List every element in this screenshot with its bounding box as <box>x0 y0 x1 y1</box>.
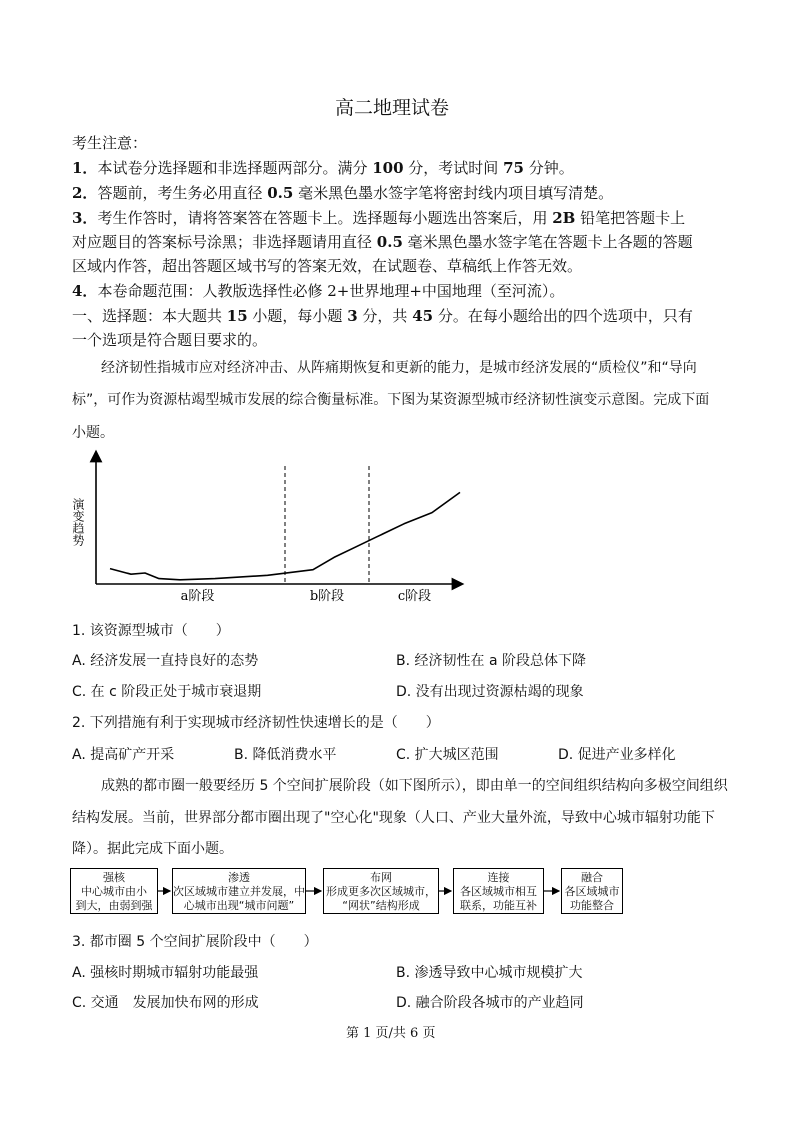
q1-option-a[interactable]: A. 经济发展一直持良好的态势 <box>72 653 259 669</box>
passage-1-line-2: 标”，可作为资源枯竭型城市发展的综合衡量标准。下图为某资源型城市经济韧性演变示意图。完成下面 <box>72 392 710 408</box>
passage-1-line-3: 小题。 <box>72 425 114 441</box>
section-bold: 45 <box>412 307 434 325</box>
notice-bold: 0.5 <box>376 233 403 251</box>
passage-2-line-2: 结构发展。当前，世界部分都市圈出现了"空心化"现象（人口、产业大量外流，导致中心城市辐射功能下 <box>72 810 715 826</box>
q3-option-a[interactable]: A. 强核时期城市辐射功能最强 <box>72 965 259 981</box>
flow-step-text: 各区域城市 <box>564 885 620 898</box>
notice-text: 毫米黑色墨水签字笔将密封线内项目填写清楚。 <box>293 184 614 202</box>
notice-text: 铅笔把答题卡上 <box>575 209 686 227</box>
q3-stem: 3. 都市圈 5 个空间扩展阶段中（ ） <box>72 934 318 950</box>
section-bold: 3 <box>347 307 358 325</box>
flow-step-text: 联系，功能互补 <box>460 899 537 912</box>
flow-step-2 <box>172 868 306 914</box>
q1-option-c[interactable]: C. 在 c 阶段正处于城市衰退期 <box>72 684 262 700</box>
notice-bold: 100 <box>372 159 404 177</box>
q2-option-c[interactable]: C. 扩大城区范围 <box>396 747 499 763</box>
notice-text: 本试卷分选择题和非选择题两部分。满分 <box>97 159 373 177</box>
notice-text: 分，考试时间 <box>403 159 504 177</box>
section-text: 分，共 <box>357 307 413 325</box>
notice-bold: 2B <box>552 209 576 227</box>
passage-2-line-3: 降）。据此完成下面小题。 <box>72 841 233 857</box>
flow-step-title: 强核 <box>103 871 125 884</box>
q3-option-c[interactable]: C. 交通 发展加快布网的形成 <box>72 995 259 1011</box>
notice-bold: 75 <box>503 159 524 177</box>
flow-step-3 <box>323 868 439 914</box>
flow-step-text: 功能整合 <box>570 899 614 912</box>
section-heading-line2: 一个选项是符合题目要求的。 <box>72 331 268 349</box>
page-title: 高二地理试卷 <box>335 97 450 119</box>
notice-num: 2． <box>72 184 98 202</box>
q2-stem: 2. 下列措施有利于实现城市经济韧性快速增长的是（ ） <box>72 715 440 731</box>
y-axis-label: 演变趋势 <box>71 498 85 546</box>
x-tick-label: b阶段 <box>309 589 345 604</box>
q1-option-b[interactable]: B. 经济韧性在 a 阶段总体下降 <box>396 653 586 669</box>
flow-step-1 <box>70 868 158 914</box>
notice-num: 1． <box>72 159 98 177</box>
flow-step-text: 心城市出现“城市问题” <box>183 899 295 912</box>
notice-item-3-line3: 区域内作答，超出答题区域书写的答案无效，在试题卷、草稿纸上作答无效。 <box>72 257 583 275</box>
q3-option-b[interactable]: B. 渗透导致中心城市规模扩大 <box>396 965 583 981</box>
flow-step-text: 各区域城市相互 <box>460 885 537 898</box>
section-text: 一、选择题：本大题共 <box>72 307 227 325</box>
flow-step-4 <box>453 868 544 914</box>
q2-option-a[interactable]: A. 提高矿产开采 <box>72 747 175 763</box>
notice-text: 本卷命题范围：人教版选择性必修 2+世界地理+中国地理（至河流）。 <box>97 282 565 300</box>
page-footer: 第 1 页/共 6 页 <box>346 1026 436 1041</box>
passage-2-line-1: 成熟的都市圈一般要经历 5 个空间扩展阶段（如下图所示），即由单一的空间组织结构向多极空间组织 <box>101 778 728 794</box>
q1-option-d[interactable]: D. 没有出现过资源枯竭的现象 <box>396 684 584 700</box>
q1-stem: 1. 该资源型城市（ ） <box>72 623 230 639</box>
notice-num: 4． <box>72 282 98 300</box>
x-tick-label: c阶段 <box>397 589 432 604</box>
notice-text: 对应题目的答案标号涂黑；非选择题请用直径 <box>72 233 377 251</box>
q2-option-b[interactable]: B. 降低消费水平 <box>234 747 337 763</box>
flow-step-title: 渗透 <box>228 871 250 884</box>
section-text: 小题，每小题 <box>247 307 348 325</box>
notice-heading: 考生注意： <box>72 134 148 152</box>
notice-bold: 0.5 <box>267 184 294 202</box>
flow-step-text: 形成更多次区域城市， <box>326 885 436 898</box>
flow-step-title: 连接 <box>487 871 510 884</box>
flow-step-5 <box>561 868 623 914</box>
x-tick-label: a阶段 <box>180 589 215 604</box>
q2-option-d[interactable]: D. 促进产业多样化 <box>558 747 676 763</box>
q3-option-d[interactable]: D. 融合阶段各城市的产业趋同 <box>396 995 584 1011</box>
flow-step-title: 融合 <box>581 871 603 884</box>
notice-num: 3． <box>72 209 98 227</box>
passage-1-line-1: 经济韧性指城市应对经济冲击、从阵痛期恢复和更新的能力，是城市经济发展的“质检仪”和“导向 <box>101 360 697 376</box>
flow-step-text: “网状”结构形成 <box>342 899 420 912</box>
flow-step-text: 到大，由弱到强 <box>75 899 153 912</box>
flow-step-text: 次区域城市建立并发展，中 <box>173 885 305 898</box>
section-text: 分。在每小题给出的四个选项中，只有 <box>433 307 693 325</box>
notice-text: 答题前，考生务必用直径 <box>97 184 268 202</box>
notice-text: 考生作答时，请将答案答在答题卡上。选择题每小题选出答案后，用 <box>97 209 553 227</box>
notice-text: 毫米黑色墨水签字笔在答题卡上各题的答题 <box>402 233 693 251</box>
section-bold: 15 <box>226 307 248 325</box>
flow-step-title: 布网 <box>370 871 392 884</box>
notice-text: 分钟。 <box>523 159 574 177</box>
flow-step-text: 中心城市由小 <box>81 885 147 898</box>
